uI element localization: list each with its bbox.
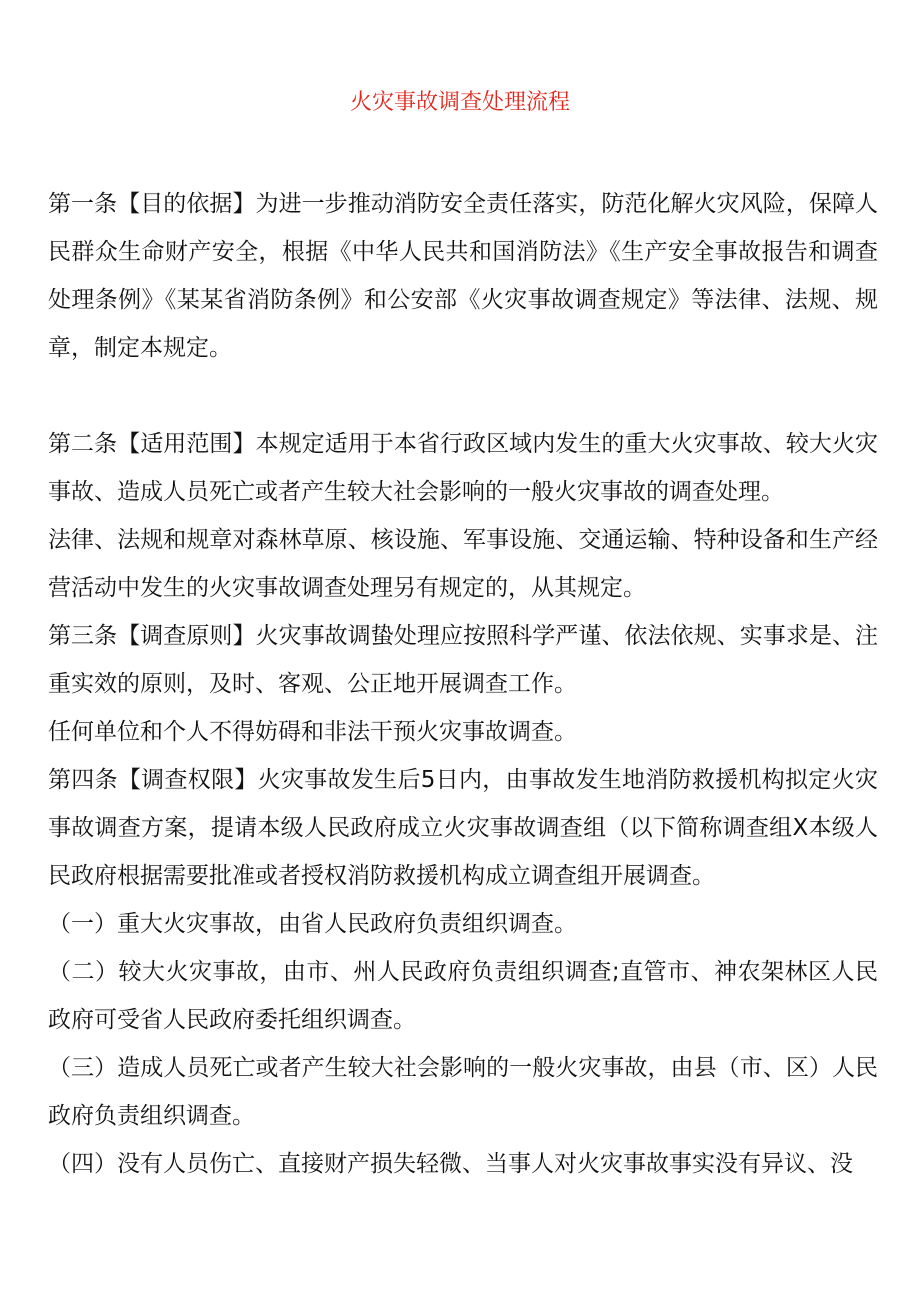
- article-4-item-2: （二）较大火灾事故，由市、州人民政府负责组织调查;直管市、神农架林区人民政府可受省人民政府委托组织调查。: [48, 959, 878, 1033]
- document-body: [48, 180, 878, 1188]
- article-4-item-3: （三）造成人员死亡或者产生较大社会影响的一般火灾事故，由县（市、区）人民政府负责组织调查。: [48, 1055, 878, 1129]
- paragraph-spacer: [48, 372, 878, 420]
- article-2-paragraph: 第二条【适用范围】本规定适用于本省行政区域内发生的重大火灾事故、较大火灾事故、造成人员死亡或者产生较大社会影响的一般火灾事故的调查处理。: [48, 431, 878, 505]
- article-3-paragraph: 第三条【调查原则】火灾事故调蛰处理应按照科学严谨、依法依规、实事求是、注重实效的原则，及时、客观、公正地开展调查工作。: [48, 623, 878, 697]
- article-4-item-4: （四）没有人员伤亡、直接财产损失轻微、当事人对火灾事故事实没有异议、没: [48, 1151, 853, 1177]
- article-1-paragraph: 第一条【目的依据】为进一步推动消防安全责任落实，防范化解火灾风险，保障人民群众生命财产安全，根据《中华人民共和国消防法》《生产安全事故报告和调查处理条例》《某某省消防条例》和公安部《火灾事故调查规定》等法律、法规、规章，制定本规定。: [48, 191, 878, 361]
- article-2-exception-paragraph: 法律、法规和规章对森林草原、核设施、军事设施、交通运输、特种设备和生产经营活动中发生的火灾事故调查处理另有规定的，从其规定。: [48, 527, 878, 601]
- article-3-note-paragraph: 任何单位和个人不得妨碍和非法干预火灾事故调查。: [48, 719, 577, 745]
- article-4-item-1: （一）重大火灾事故，由省人民政府负责组织调查。: [48, 911, 577, 937]
- document-title: 火灾事故调查处理流程: [349, 90, 570, 115]
- article-4-paragraph: 第四条【调查权限】火灾事故发生后5日内，由事故发生地消防救援机构拟定火灾事故调查方案，提请本级人民政府成立火灾事故调查组（以下简称调查组X本级人民政府根据需要批准或者授权消防救援机构成立调查组开展调查。: [48, 767, 878, 889]
